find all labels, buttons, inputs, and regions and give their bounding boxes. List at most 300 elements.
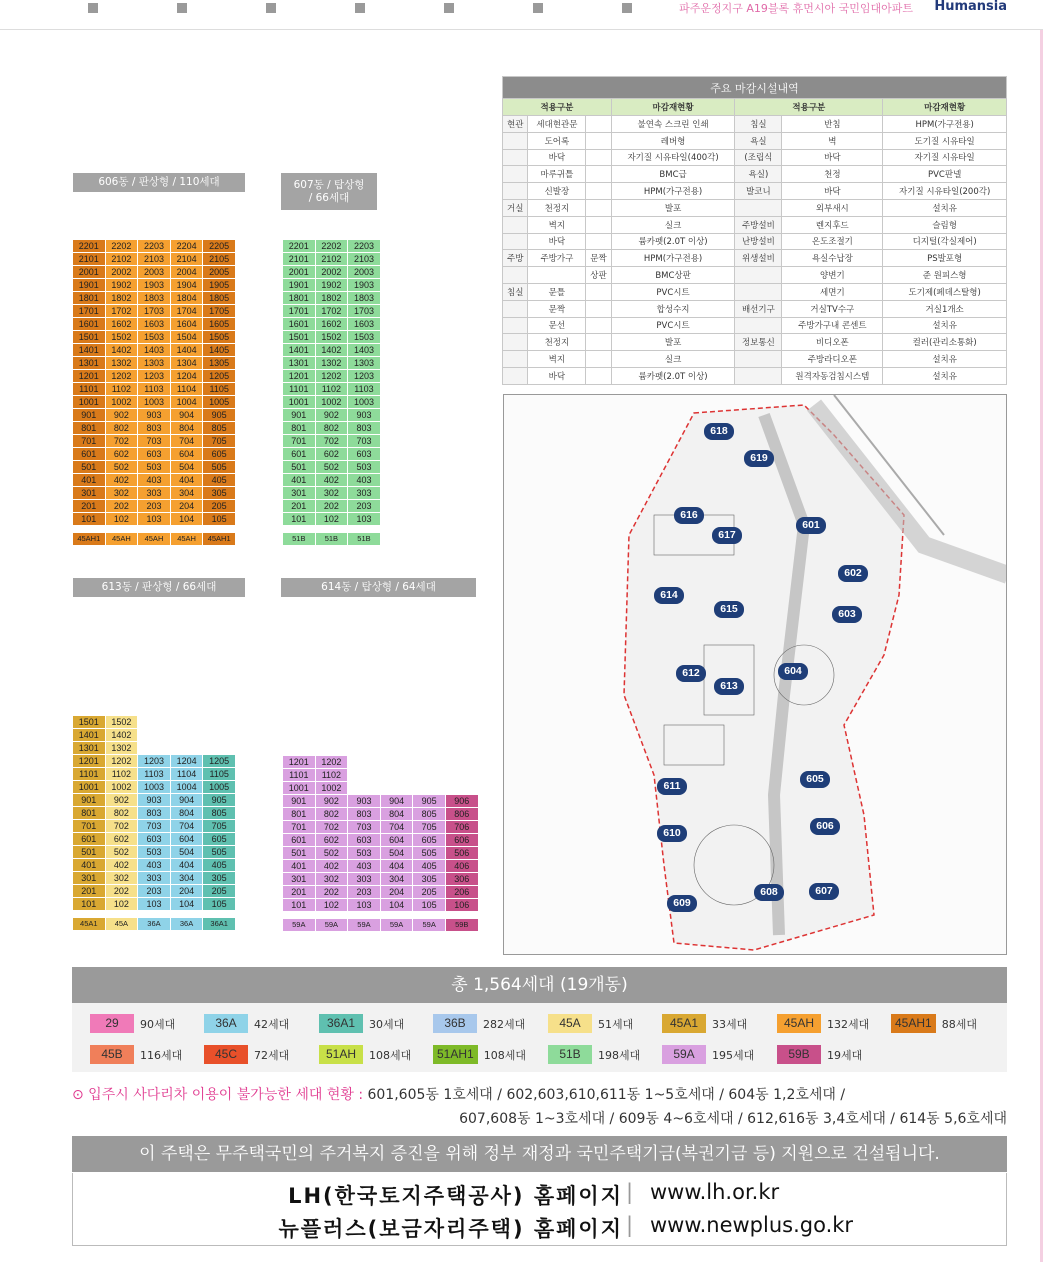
unit-cell: 301 (73, 487, 105, 499)
unit-cell: 903 (138, 409, 170, 421)
legend-item (548, 1045, 640, 1064)
unit-cell: 304 (171, 872, 203, 884)
unit-cell: 101 (283, 899, 315, 911)
facility-row (503, 166, 1007, 183)
facility-cell (586, 183, 611, 200)
unit-cell: 504 (381, 847, 413, 859)
unit-cell: 302 (316, 487, 348, 499)
block-marker-602: 602 (838, 565, 868, 582)
unit-cell: 1001 (73, 781, 105, 793)
unit-cell: 1501 (73, 716, 105, 728)
type-label-cell: 45AH (138, 533, 170, 545)
facility-cell: 설치유 (883, 367, 1007, 384)
unit-cell: 502 (106, 846, 138, 858)
unit-cell: 1505 (203, 331, 235, 343)
separator: | (626, 1180, 634, 1204)
facility-row (503, 317, 1007, 334)
facility-cell: 문틀 (528, 283, 586, 300)
unit-cell: 804 (171, 807, 203, 819)
unit-cell: 1702 (106, 305, 138, 317)
facility-row (503, 367, 1007, 384)
type-label-cell: 59A (381, 919, 413, 931)
summary-panel (72, 967, 1007, 1072)
block-marker-619: 619 (744, 450, 774, 467)
unit-cell: 802 (106, 422, 138, 434)
unit-cell: 1803 (348, 292, 380, 304)
unit-cell: 301 (283, 487, 315, 499)
unit-cell (138, 729, 170, 741)
unit-cell: 1404 (171, 344, 203, 356)
unit-cell: 1005 (203, 396, 235, 408)
facility-cell (735, 267, 782, 284)
facility-cell: 문짝 (528, 300, 586, 317)
unit-cell: 1101 (283, 383, 315, 395)
unit-cell: 804 (381, 808, 413, 820)
legend-swatch: 36A (204, 1014, 248, 1033)
facility-cell: 자기질 시유타일(400각) (611, 149, 735, 166)
unit-cell: 605 (413, 834, 445, 846)
facility-cell: 준 원피스형 (883, 267, 1007, 284)
legend-count: 72세대 (254, 1048, 290, 1062)
unit-cell: 403 (348, 860, 380, 872)
facility-cell: 외부새시 (782, 199, 883, 216)
facilities-table (502, 76, 1007, 385)
ladder-notice-line1: 601,605동 1호세대 / 602,603,610,611동 1~5호세대 / 604동 1,2호세대 / (367, 1087, 846, 1103)
facility-cell: 벽지 (528, 216, 586, 233)
unit-cell: 1402 (106, 729, 138, 741)
building-606-grid (73, 240, 235, 545)
unit-cell: 105 (203, 513, 235, 525)
unit-cell: 502 (106, 461, 138, 473)
facility-cell (503, 351, 528, 368)
unit-cell: 1103 (138, 768, 170, 780)
unit-cell: 204 (171, 885, 203, 897)
unit-cell: 701 (73, 435, 105, 447)
unit-cell: 2101 (73, 253, 105, 265)
legend-swatch: 45A (548, 1014, 592, 1033)
legend-count: 108세대 (369, 1048, 412, 1062)
unit-cell: 504 (171, 461, 203, 473)
unit-cell: 101 (73, 513, 105, 525)
nav-square (177, 3, 187, 13)
facility-cell: 침실 (503, 283, 528, 300)
unit-cell: 803 (348, 422, 380, 434)
block-marker-605: 605 (800, 771, 830, 788)
unit-cell: 1601 (283, 318, 315, 330)
homepage-link-newplus[interactable]: www.newplus.go.kr (650, 1213, 854, 1237)
facility-cell: 레버형 (611, 132, 735, 149)
unit-cell: 1401 (73, 344, 105, 356)
facility-cell: 자기질 시유타일 (883, 149, 1007, 166)
unit-cell: 1503 (348, 331, 380, 343)
legend-count: 108세대 (483, 1048, 526, 1062)
unit-cell: 1702 (316, 305, 348, 317)
legend-swatch: 51B (548, 1045, 592, 1064)
unit-cell: 102 (316, 899, 348, 911)
unit-cell: 1903 (138, 279, 170, 291)
unit-cell: 803 (348, 808, 380, 820)
unit-cell: 203 (138, 500, 170, 512)
block-marker-603: 603 (832, 606, 862, 623)
unit-cell: 401 (73, 474, 105, 486)
building-606-label: 606동 / 판상형 / 110세대 (73, 173, 245, 192)
building-613-label: 613동 / 판상형 / 66세대 (73, 578, 245, 597)
facility-row (503, 250, 1007, 267)
type-label-cell: 36A (171, 918, 203, 930)
unit-cell: 801 (73, 807, 105, 819)
unit-cell: 1704 (171, 305, 203, 317)
unit-cell: 2201 (283, 240, 315, 252)
legend-count: 132세대 (827, 1017, 870, 1031)
block-marker-612: 612 (676, 665, 706, 682)
facility-cell: HPM(가구전용) (883, 116, 1007, 133)
facility-cell (586, 199, 611, 216)
facility-cell: 컬러(관리소통화) (883, 334, 1007, 351)
unit-cell: 201 (283, 500, 315, 512)
unit-cell: 101 (283, 513, 315, 525)
unit-cell: 2104 (171, 253, 203, 265)
unit-cell: 103 (138, 513, 170, 525)
facility-cell (586, 233, 611, 250)
unit-cell: 602 (316, 834, 348, 846)
facility-cell: 반침 (782, 116, 883, 133)
unit-cell: 603 (348, 448, 380, 460)
unit-cell: 502 (316, 461, 348, 473)
unit-cell: 306 (446, 873, 478, 885)
unit-cell: 202 (106, 885, 138, 897)
facility-cell: PS발포형 (883, 250, 1007, 267)
unit-cell: 1001 (283, 396, 315, 408)
facility-cell: 정보통신 (735, 334, 782, 351)
unit-cell: 1004 (171, 781, 203, 793)
unit-cell: 606 (446, 834, 478, 846)
unit-cell: 303 (348, 873, 380, 885)
legend-count: 195세대 (712, 1048, 755, 1062)
facilities-rows (503, 116, 1007, 385)
facility-cell: 바닥 (528, 367, 586, 384)
unit-cell: 203 (348, 500, 380, 512)
unit-cell: 403 (138, 474, 170, 486)
facility-cell: 자기질 시유타일(200각) (883, 183, 1007, 200)
facility-cell: 설치유 (883, 199, 1007, 216)
unit-cell: 1601 (73, 318, 105, 330)
unit-cell: 1101 (283, 769, 315, 781)
unit-cell: 501 (283, 461, 315, 473)
unit-cell: 2004 (171, 266, 203, 278)
facility-cell (586, 283, 611, 300)
facility-cell: BMC상판 (611, 267, 735, 284)
unit-cell: 1903 (348, 279, 380, 291)
facility-cell: 상판 (586, 267, 611, 284)
unit-cell: 1202 (106, 370, 138, 382)
unit-cell: 902 (316, 795, 348, 807)
block-marker-607: 607 (809, 883, 839, 900)
unit-cell: 2001 (283, 266, 315, 278)
unit-cell: 1102 (106, 768, 138, 780)
unit-cell: 504 (171, 846, 203, 858)
unit-cell (171, 716, 203, 728)
unit-cell: 704 (171, 435, 203, 447)
unit-cell (348, 769, 380, 781)
unit-cell: 1901 (73, 279, 105, 291)
facility-cell: 위생설비 (735, 250, 782, 267)
unit-cell: 1001 (283, 782, 315, 794)
unit-cell: 202 (316, 500, 348, 512)
type-label-cell: 45AH1 (73, 533, 105, 545)
unit-cell: 1502 (106, 716, 138, 728)
unit-cell: 402 (106, 474, 138, 486)
unit-cell: 901 (73, 794, 105, 806)
unit-cell: 1705 (203, 305, 235, 317)
unit-cell: 2002 (106, 266, 138, 278)
unit-cell: 1802 (106, 292, 138, 304)
unit-cell: 1104 (171, 383, 203, 395)
unit-cell: 1602 (316, 318, 348, 330)
spacer (203, 526, 235, 532)
facility-cell: 주방가구 (528, 250, 586, 267)
legend-item (777, 1045, 862, 1064)
unit-cell: 904 (381, 795, 413, 807)
facility-row (503, 283, 1007, 300)
unit-cell: 701 (283, 821, 315, 833)
unit-cell: 1502 (106, 331, 138, 343)
unit-cell: 1801 (283, 292, 315, 304)
unit-cell: 602 (316, 448, 348, 460)
facility-cell: 온도조절기 (782, 233, 883, 250)
spacer (381, 912, 413, 918)
unit-cell: 705 (203, 435, 235, 447)
facility-cell: 거실1개소 (883, 300, 1007, 317)
unit-cell: 805 (203, 807, 235, 819)
unit-cell: 802 (316, 422, 348, 434)
unit-cell: 401 (283, 474, 315, 486)
site-boundary (624, 405, 904, 950)
unit-cell: 303 (138, 487, 170, 499)
facility-cell (503, 317, 528, 334)
unit-cell: 301 (283, 873, 315, 885)
legend-item (204, 1045, 289, 1064)
spacer (316, 526, 348, 532)
legend-count: 51세대 (598, 1017, 634, 1031)
legend-count: 198세대 (598, 1048, 641, 1062)
unit-cell: 1001 (73, 396, 105, 408)
block-marker-615: 615 (714, 601, 744, 618)
unit-cell: 201 (73, 885, 105, 897)
unit-cell: 1605 (203, 318, 235, 330)
building-614-label: 614동 / 탑상형 / 64세대 (281, 578, 476, 597)
facility-cell: 설치유 (883, 351, 1007, 368)
unit-cell: 302 (106, 487, 138, 499)
facility-cell: 거실TV수구 (782, 300, 883, 317)
unit-cell: 1402 (316, 344, 348, 356)
facility-cell: (조립식 (735, 149, 782, 166)
unit-cell: 703 (348, 435, 380, 447)
unit-cell: 605 (203, 833, 235, 845)
legend-item (90, 1014, 175, 1033)
facility-cell: 륨카펫(2.0T 이상) (611, 233, 735, 250)
unit-cell: 2201 (73, 240, 105, 252)
header-status-right: 마감재현황 (883, 99, 1007, 116)
type-label-cell: 45AH1 (203, 533, 235, 545)
unit-cell (171, 729, 203, 741)
nav-square (88, 3, 98, 13)
unit-cell: 1205 (203, 370, 235, 382)
unit-cell: 1201 (283, 370, 315, 382)
unit-cell: 1105 (203, 768, 235, 780)
separator: | (626, 1213, 634, 1237)
unit-cell: 202 (316, 886, 348, 898)
unit-cell: 302 (316, 873, 348, 885)
unit-cell: 1102 (316, 769, 348, 781)
unit-cell: 1301 (73, 742, 105, 754)
unit-cell (348, 782, 380, 794)
unit-cell: 904 (171, 794, 203, 806)
unit-cell: 405 (203, 859, 235, 871)
facility-cell: 디지털(각실제어) (883, 233, 1007, 250)
unit-cell: 503 (138, 846, 170, 858)
unit-cell: 704 (171, 820, 203, 832)
legend-swatch: 59A (662, 1045, 706, 1064)
facility-cell (586, 132, 611, 149)
unit-cell: 801 (283, 808, 315, 820)
unit-cell: 503 (348, 847, 380, 859)
facility-cell (586, 116, 611, 133)
facility-cell: 바닥 (528, 233, 586, 250)
unit-cell: 404 (171, 474, 203, 486)
unit-cell: 1202 (316, 370, 348, 382)
header-category-right: 적용구분 (735, 99, 883, 116)
unit-cell: 1102 (316, 383, 348, 395)
unit-cell: 905 (413, 795, 445, 807)
unit-cell: 903 (348, 795, 380, 807)
unit-cell: 204 (381, 886, 413, 898)
type-label-cell: 59A (283, 919, 315, 931)
legend-count: 33세대 (712, 1017, 748, 1031)
spacer (73, 526, 105, 532)
unit-cell: 2203 (138, 240, 170, 252)
unit-cell: 1304 (171, 357, 203, 369)
type-label-cell: 36A (138, 918, 170, 930)
legend-swatch: 29 (90, 1014, 134, 1033)
unit-cell: 1003 (138, 781, 170, 793)
block-marker-609: 609 (667, 895, 697, 912)
unit-cell: 1805 (203, 292, 235, 304)
unit-cell: 602 (106, 448, 138, 460)
building-614-grid (283, 756, 478, 931)
unit-cell: 301 (73, 872, 105, 884)
facility-cell (586, 300, 611, 317)
legend-count: 282세대 (483, 1017, 526, 1031)
type-label-cell: 51B (283, 533, 315, 545)
legend-item (662, 1045, 754, 1064)
legend-count: 30세대 (369, 1017, 405, 1031)
unit-cell: 702 (316, 435, 348, 447)
unit-cell: 1401 (283, 344, 315, 356)
facility-cell: HPM(가구전용) (611, 250, 735, 267)
spacer (316, 912, 348, 918)
unit-cell: 2205 (203, 240, 235, 252)
facility-row (503, 334, 1007, 351)
unit-cell (446, 782, 478, 794)
legend-swatch: 45C (204, 1045, 248, 1064)
unit-cell: 702 (316, 821, 348, 833)
facility-cell: 세대현관문 (528, 116, 586, 133)
unit-cell: 2102 (106, 253, 138, 265)
unit-cell: 1904 (171, 279, 203, 291)
facility-cell (586, 351, 611, 368)
unit-cell: 1504 (171, 331, 203, 343)
unit-cell: 503 (348, 461, 380, 473)
unit-cell: 1302 (316, 357, 348, 369)
unit-cell: 604 (171, 448, 203, 460)
block-marker-613: 613 (714, 678, 744, 695)
nav-square (444, 3, 454, 13)
facility-row (503, 216, 1007, 233)
facility-cell (503, 166, 528, 183)
homepage-link-lh[interactable]: www.lh.or.kr (650, 1180, 780, 1204)
unit-cell: 1002 (316, 396, 348, 408)
unit-cell: 603 (138, 833, 170, 845)
unit-cell (171, 742, 203, 754)
facility-cell: 설치유 (883, 317, 1007, 334)
unit-cell: 1501 (73, 331, 105, 343)
facility-cell: 현관 (503, 116, 528, 133)
unit-cell: 1204 (171, 755, 203, 767)
facility-cell (503, 300, 528, 317)
legend-swatch: 45AH (777, 1014, 821, 1033)
unit-cell: 501 (283, 847, 315, 859)
unit-cell: 2105 (203, 253, 235, 265)
unit-cell: 502 (316, 847, 348, 859)
unit-cell: 2103 (348, 253, 380, 265)
nav-square (622, 3, 632, 13)
legend-count: 90세대 (140, 1017, 176, 1031)
facility-cell: 발코니 (735, 183, 782, 200)
type-label-cell: 45A (106, 918, 138, 930)
legend-swatch: 45A1 (662, 1014, 706, 1033)
nav-square (533, 3, 543, 13)
unit-cell: 106 (446, 899, 478, 911)
unit-cell (203, 716, 235, 728)
summary-title: 총 1,564세대 (19개동) (72, 967, 1007, 1003)
unit-cell: 103 (348, 899, 380, 911)
unit-cell: 705 (413, 821, 445, 833)
unit-cell: 2003 (348, 266, 380, 278)
unit-cell: 501 (73, 846, 105, 858)
unit-cell: 205 (203, 500, 235, 512)
unit-cell: 201 (283, 886, 315, 898)
unit-cell: 203 (138, 885, 170, 897)
unit-cell: 202 (106, 500, 138, 512)
legend-item (204, 1014, 289, 1033)
unit-cell (413, 782, 445, 794)
unit-cell: 1103 (138, 383, 170, 395)
facility-row (503, 300, 1007, 317)
block-marker-614: 614 (654, 587, 684, 604)
unit-cell: 701 (283, 435, 315, 447)
site-map-drawing (504, 395, 1007, 955)
unit-cell: 1603 (348, 318, 380, 330)
unit-cell: 102 (106, 898, 138, 910)
unit-cell: 1503 (138, 331, 170, 343)
unit-cell: 801 (283, 422, 315, 434)
facility-cell (735, 351, 782, 368)
unit-cell: 901 (73, 409, 105, 421)
spacer (106, 526, 138, 532)
unit-cell: 703 (348, 821, 380, 833)
legend-swatch: 51AH1 (433, 1045, 478, 1064)
facility-cell: 욕실) (735, 166, 782, 183)
